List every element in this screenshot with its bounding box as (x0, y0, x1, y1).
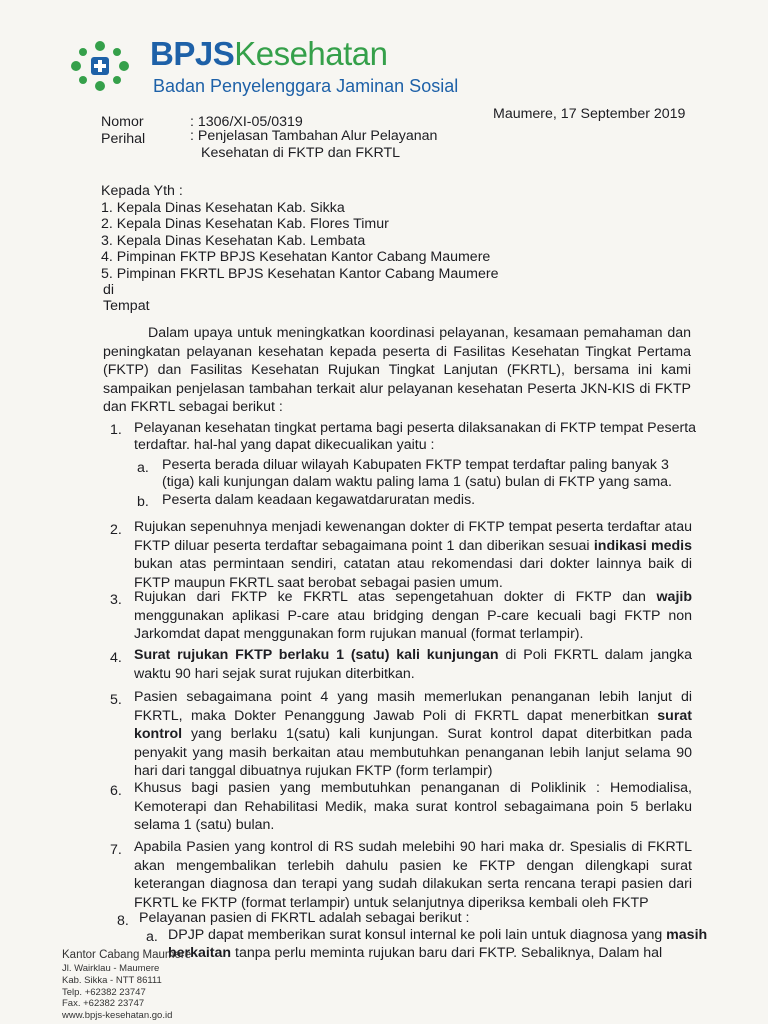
point-number: 3. (110, 592, 122, 608)
point-number: 1. (110, 422, 122, 438)
point-number: 2. (110, 522, 122, 538)
point-7-text: Apabila Pasien yang kontrol di RS sudah melebihi 90 hari maka dr. Spesialis di FKRTL akan mengembalikan terlebih dahulu pasien ke FKTP dengan dilengkapi surat keterangan diagnosa dan terapi yang sudah dilakukan serta rencana terapi pasien dari FKRTL ke FKTP (format terlampir) untuk selanjutnya diperiksa kembali oleh FKTP (134, 839, 692, 911)
footer-line: Telp. +62382 23747 (62, 987, 146, 998)
footer-line: Jl. Wairklau - Maumere (62, 963, 160, 974)
brand-name-part1: BPJS (150, 35, 235, 72)
recipient-item: 1. Kepala Dinas Kesehatan Kab. Sikka (101, 200, 345, 216)
intro-paragraph: Dalam upaya untuk meningkatkan koordinasi pelayanan, kesamaan pemahaman dan peningkatan pelayanan kesehatan kepada peserta di Fasilitas Kesehatan Tingkat Pertama (FKTP) dan Fasilitas Kesehatan Rujukan Tingkat Lanjutan (FKRTL), bersama ini kami sampaikan penjelasan tambahan terkait alur pelayanan kesehatan Peserta JKN-KIS di FKTP dan FKRTL sebagai berikut : (103, 325, 691, 416)
recipient-item: 4. Pimpinan FKTP BPJS Kesehatan Kantor Cabang Maumere (101, 249, 491, 265)
sub-item-b-text: Peserta dalam keadaan kegawatdaruratan medis. (162, 492, 476, 508)
point-1-line-1: Pelayanan kesehatan tingkat pertama bagi peserta dilaksanakan di FKTP tempat Peserta (134, 420, 697, 436)
letter-date: Maumere, 17 September 2019 (493, 106, 686, 122)
sub-item-number: a. (146, 929, 158, 945)
point-8a-line-1: DPJP dapat memberikan surat konsul internal ke poli lain untuk diagnosa yang masih (168, 927, 708, 943)
perihal-label: Perihal (101, 131, 146, 147)
sub-item-number: b. (137, 494, 149, 510)
point-number: 6. (110, 783, 122, 799)
sub-item-number: a. (137, 460, 149, 476)
footer-office: Kantor Cabang Maumere (62, 949, 192, 961)
perihal-value-1: : Penjelasan Tambahan Alur Pelayanan (190, 128, 438, 144)
recipient-item: 3. Kepala Dinas Kesehatan Kab. Lembata (101, 233, 366, 249)
recipients-tempat: Tempat (103, 298, 150, 314)
point-number: 7. (110, 842, 122, 858)
point-8-text: Pelayanan pasien di FKRTL adalah sebagai berikut : (139, 910, 470, 926)
nomor-value: : 1306/XI-05/0319 (190, 114, 303, 130)
point-3-text: Rujukan dari FKTP ke FKRTL atas sepengetahuan dokter di FKTP dan wajib menggunakan aplikasi P-care atau bridging dengan P-care kecuali bagi FKTP non Jarkomdat dapat menggunakan form rujukan manual (format terlampir). (134, 589, 692, 643)
point-5-text: Pasien sebagaimana point 4 yang masih memerlukan penanganan lebih lanjut di FKRTL, maka Dokter Penanggung Jawab Poli di FKRTL dapat menerbitkan surat kontrol yang berlaku 1(satu) kali kunjungan. Surat kontrol dapat diterbitkan pada penyakit yang masih berkaitan atau membutuhkan penanganan lebih lanjut selama 90 hari dari tanggal dibuatnya rujukan FKTP (form terlampir) (134, 689, 692, 780)
recipients-di: di (103, 282, 115, 298)
sub-item-a-line-2: (tiga) kali kunjungan dalam waktu paling lama 1 (satu) bulan di FKTP yang sama. (162, 474, 672, 490)
point-6-text: Khusus bagi pasien yang membutuhkan penanganan di Poliklinik : Hemodialisa, Kemoterapi dan Rehabilitasi Medik, maka surat kontrol sebagaimana poin 5 berlaku selama 1 (satu) bulan. (134, 780, 692, 834)
point-1-line-2: terdaftar. hal-hal yang dapat dikecualikan yaitu : (134, 437, 435, 453)
perihal-value-2: Kesehatan di FKTP dan FKRTL (201, 145, 400, 161)
footer-website: www.bpjs-kesehatan.go.id (62, 1010, 173, 1021)
footer-line: Fax. +62382 23747 (62, 998, 145, 1009)
point-number: 5. (110, 692, 122, 708)
point-number: 8. (117, 913, 129, 929)
brand-name (150, 34, 388, 74)
point-2-text: Rujukan sepenuhnya menjadi kewenangan dokter di FKTP tempat peserta terdaftar atau FKTP diluar peserta terdaftar sebagaimana point 1 dan diberikan sesuai indikasi medis bukan atas permintaan sendiri, catatan atau rekomendasi dari dokter lainnya baik di FKTP maupun FKRTL saat berobat sebagai pasien umum. (134, 519, 692, 591)
brand-name-part2: Kesehatan (234, 35, 388, 72)
point-8a-line-2: berkaitan tanpa perlu meminta rujukan baru dari FKTP. Sebaliknya, Dalam hal (168, 945, 663, 961)
footer-line: Kab. Sikka - NTT 86111 (62, 975, 162, 986)
bpjs-logo-icon (68, 40, 132, 92)
brand-subtitle: Badan Penyelenggara Jaminan Sosial (153, 76, 459, 96)
nomor-label: Nomor (101, 114, 144, 130)
sub-item-a-line-1: Peserta berada diluar wilayah Kabupaten FKTP tempat terdaftar paling banyak 3 (162, 457, 669, 473)
recipient-item: 5. Pimpinan FKRTL BPJS Kesehatan Kantor Cabang Maumere (101, 266, 499, 282)
recipient-item: 2. Kepala Dinas Kesehatan Kab. Flores Timur (101, 216, 389, 232)
point-number: 4. (110, 650, 122, 666)
recipients-intro: Kepada Yth : (101, 183, 183, 199)
point-4-text: Surat rujukan FKTP berlaku 1 (satu) kali kunjungan di Poli FKRTL dalam jangka waktu 90 hari sejak surat rujukan diterbitkan. (134, 647, 692, 682)
